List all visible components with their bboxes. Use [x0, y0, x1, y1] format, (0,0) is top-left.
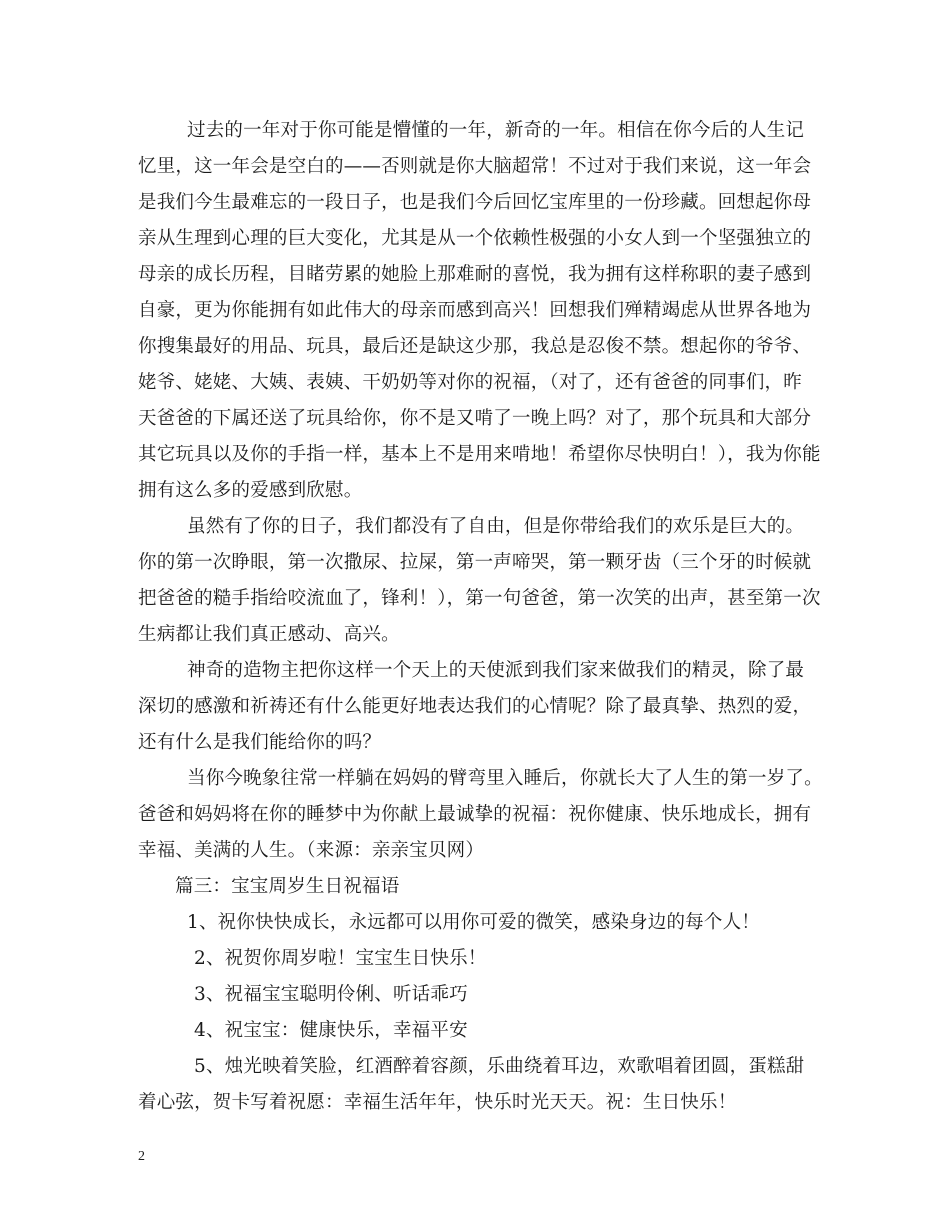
paragraph-line: 姥爷、姥姥、大姨、表姨、干奶奶等对你的祝福，（对了，还有爸爸的同事们，昨 [138, 372, 802, 393]
list-item: 1、祝你快快成长，永远都可以用你可爱的微笑，感染身边的每个人！ [187, 912, 760, 933]
paragraph-line: 是我们今生最难忘的一段日子，也是我们今后回忆宝库里的一份珍藏。回想起你母 [138, 192, 812, 213]
list-item: 3、祝福宝宝聪明伶俐、听话乖巧 [194, 984, 468, 1005]
paragraph-line: 爸爸和妈妈将在你的睡梦中为你献上最诚挚的祝福：祝你健康、快乐地成长，拥有 [138, 804, 812, 825]
paragraph-line: 生病都让我们真正感动、高兴。 [138, 624, 400, 645]
paragraph-line: 还有什么是我们能给你的吗？ [138, 732, 382, 753]
paragraph-line: 当你今晚象往常一样躺在妈妈的臂弯里入睡后，你就长大了人生的第一岁了。 [187, 768, 823, 789]
paragraph-line: 你搜集最好的用品、玩具，最后还是缺这少那，我总是忍俊不禁。想起你的爷爷、 [138, 336, 812, 357]
paragraph-line: 忆里，这一年会是空白的——否则就是你大脑超常！不过对于我们来说，这一年会 [138, 156, 812, 177]
paragraph-line: 自豪，更为你能拥有如此伟大的母亲而感到高兴！回想我们殚精竭虑从世界各地为 [138, 300, 812, 321]
paragraph-line: 拥有这么多的爱感到欣慰。 [138, 480, 363, 501]
list-item: 4、祝宝宝：健康快乐，幸福平安 [194, 1020, 468, 1041]
list-item: 5、烛光映着笑脸，红酒醉着容颜，乐曲绕着耳边，欢歌唱着团圆，蛋糕甜 [194, 1056, 805, 1077]
paragraph-line: 过去的一年对于你可能是懵懂的一年，新奇的一年。相信在你今后的人生记 [187, 120, 805, 141]
paragraph-line: 幸福、美满的人生。（来源：亲亲宝贝网） [138, 840, 485, 861]
paragraph-line: 虽然有了你的日子，我们都没有了自由，但是你带给我们的欢乐是巨大的。 [187, 516, 805, 537]
paragraph-line: 把爸爸的糙手指给咬流血了，锋利！），第一句爸爸，第一次笑的出声，甚至第一次 [138, 588, 821, 609]
list-item: 着心弦，贺卡写着祝愿：幸福生活年年，快乐时光天天。祝：生日快乐！ [138, 1092, 737, 1113]
paragraph-line: 天爸爸的下属还送了玩具给你，你不是又啃了一晚上吗？对了，那个玩具和大部分 [138, 408, 812, 429]
section-title: 篇三：宝宝周岁生日祝福语 [175, 876, 400, 897]
paragraph-line: 其它玩具以及你的手指一样，基本上不是用来啃地！希望你尽快明白！），我为你能 [138, 444, 821, 465]
page-number: 2 [138, 1149, 145, 1164]
paragraph-line: 亲从生理到心理的巨大变化，尤其是从一个依赖性极强的小女人到一个坚强独立的 [138, 228, 812, 249]
paragraph-line: 母亲的成长历程，目睹劳累的她脸上那难耐的喜悦，我为拥有这样称职的妻子感到 [138, 264, 812, 285]
paragraph-line: 神奇的造物主把你这样一个天上的天使派到我们家来做我们的精灵，除了最 [187, 660, 805, 681]
list-item: 2、祝贺你周岁啦！宝宝生日快乐！ [194, 948, 487, 969]
paragraph-line: 深切的感激和祈祷还有什么能更好地表达我们的心情呢？除了最真挚、热烈的爱， [138, 696, 812, 717]
paragraph-line: 你的第一次睁眼，第一次撒尿、拉屎，第一声啼哭，第一颗牙齿（三个牙的时候就 [138, 552, 812, 573]
